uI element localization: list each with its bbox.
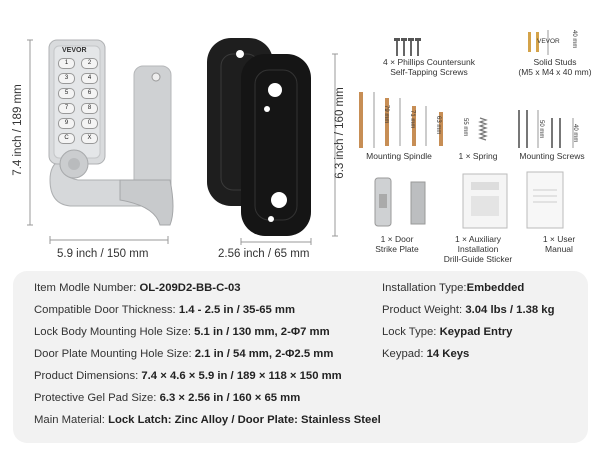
spindle-label: Mounting Spindle	[366, 151, 432, 161]
key-button[interactable]: X	[81, 133, 98, 144]
spec-key: Product Weight:	[382, 304, 466, 316]
screws-top-label: 4 × Phillips Countersunk Self-Tapping Screws	[383, 57, 475, 77]
spindle-length-label: 63 mm	[434, 116, 441, 135]
spring-label: 1 × Spring	[458, 151, 498, 161]
spec-key: Main Material:	[34, 414, 109, 426]
spec-value: Embedded	[466, 282, 525, 294]
spec-value: Keypad Entry	[439, 326, 513, 338]
key-button[interactable]: C	[58, 133, 75, 144]
key-button[interactable]: 6	[81, 88, 98, 99]
lock-brand: VEVOR	[62, 47, 87, 54]
lock-width-label: 5.9 inch / 150 mm	[57, 248, 149, 260]
manual-label: 1 × User Manual	[542, 234, 576, 254]
spindle-length-label: 55 mm	[461, 118, 468, 137]
spec-value: 6.3 × 2.56 in / 160 × 65 mm	[159, 392, 301, 404]
key-button[interactable]: 8	[81, 103, 98, 114]
spec-value: 5.1 in / 130 mm, 2-Φ7 mm	[194, 326, 330, 338]
spec-value: 14 Keys	[426, 348, 470, 360]
studs-label: Solid Studs (M5 x M4 x 40 mm)	[518, 57, 592, 77]
accessories-illustration	[345, 0, 600, 270]
spec-key: Product Dimensions:	[34, 370, 142, 382]
spec-row	[382, 348, 469, 360]
manual-brand: VEVOR	[537, 38, 560, 45]
spec-value: 2.1 in / 54 mm, 2-Φ2.5 mm	[194, 348, 334, 360]
screw-length-label: 40 mm	[571, 124, 578, 143]
key-button[interactable]: 2	[81, 58, 98, 69]
spec-row	[34, 348, 333, 360]
strike-plate-label: 1 × Door Strike Plate	[375, 234, 419, 254]
key-button[interactable]: 3	[58, 73, 75, 84]
spec-key: Keypad:	[382, 348, 427, 360]
spec-value: 7.4 × 4.6 × 5.9 in / 189 × 118 × 150 mm	[141, 370, 342, 382]
sticker-label: 1 × Auxiliary Installation Drill-Guide Sticker	[443, 234, 513, 264]
pad-width-label: 2.56 inch / 65 mm	[218, 248, 310, 260]
spec-row	[34, 414, 381, 426]
mounting-screws-label: Mounting Screws	[519, 151, 585, 161]
spec-key: Item Modle Number:	[34, 282, 140, 294]
spec-row	[382, 304, 555, 316]
spec-row	[34, 370, 342, 382]
key-button[interactable]: 1	[58, 58, 75, 69]
spec-key: Protective Gel Pad Size:	[34, 392, 160, 404]
lock-keypad	[58, 58, 98, 144]
spec-row	[382, 282, 524, 294]
spec-value: Lock Latch: Zinc Alloy / Door Plate: Stainless Steel	[108, 414, 381, 426]
spec-row	[34, 326, 330, 338]
spindle-length-label: 71 mm	[408, 110, 415, 129]
studs-length-label: 40 mm	[570, 30, 577, 49]
spindle-length-label: 79 mm	[382, 105, 389, 124]
specs-panel	[13, 271, 588, 443]
spec-row	[34, 304, 295, 316]
spec-row	[382, 326, 512, 338]
key-button[interactable]: 7	[58, 103, 75, 114]
spec-key: Lock Body Mounting Hole Size:	[34, 326, 195, 338]
gel-pads-illustration	[195, 30, 345, 245]
key-button[interactable]: 4	[81, 73, 98, 84]
spec-value: OL-209D2-BB-C-03	[139, 282, 241, 294]
key-button[interactable]: 5	[58, 88, 75, 99]
spec-key: Door Plate Mounting Hole Size:	[34, 348, 195, 360]
spec-row	[34, 392, 300, 404]
key-button[interactable]: 9	[58, 118, 75, 129]
spec-row	[34, 282, 241, 294]
spec-key: Compatible Door Thickness:	[34, 304, 179, 316]
spec-value: 3.04 lbs / 1.38 kg	[465, 304, 555, 316]
lock-height-label: 7.4 inch / 189 mm	[12, 84, 24, 176]
spec-value: 1.4 - 2.5 in / 35-65 mm	[178, 304, 296, 316]
spec-key: Lock Type:	[382, 326, 440, 338]
pad-height-label: 6.3 inch / 160 mm	[334, 87, 346, 179]
screw-length-label: 50 mm	[537, 120, 544, 139]
spec-key: Installation Type:	[382, 282, 467, 294]
key-button[interactable]: 0	[81, 118, 98, 129]
